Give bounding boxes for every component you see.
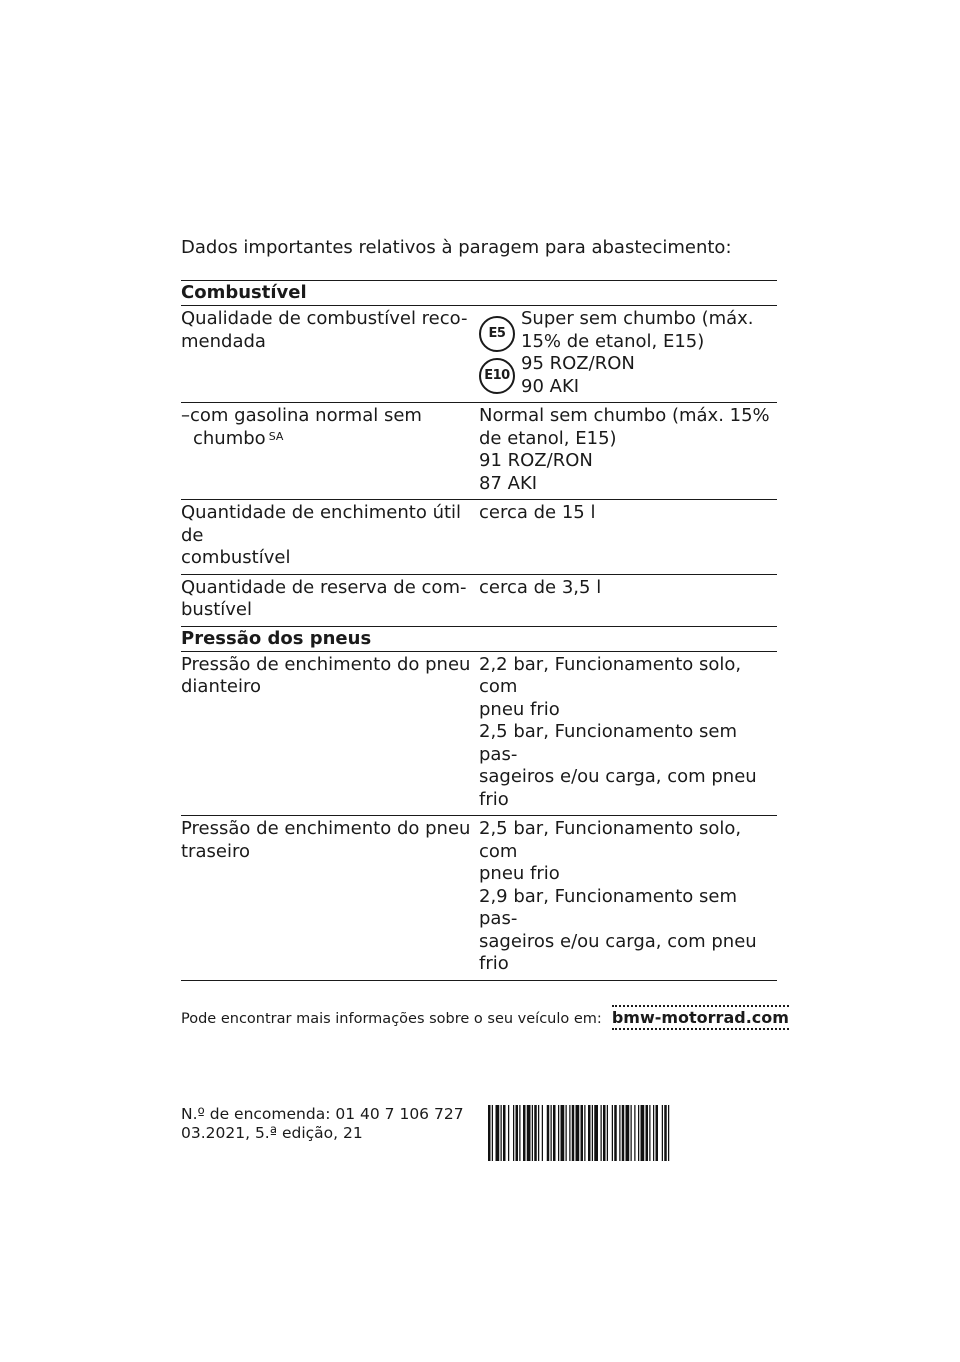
value-line: 2,9 bar, Funcionamento sem pas-: [479, 885, 737, 929]
barcode-bar: [519, 1105, 520, 1161]
row-label: [181, 405, 479, 495]
barcode-bar: [488, 1105, 491, 1161]
row-value: [479, 405, 777, 495]
label-line: mendada: [181, 330, 266, 352]
row-usable-capacity: [181, 500, 777, 575]
fuel-badges: [479, 308, 521, 396]
label-line: combustível: [181, 547, 291, 568]
barcode-bar: [538, 1105, 539, 1161]
barcode-bar: [601, 1105, 602, 1161]
sa-superscript: SA: [268, 429, 284, 443]
label-line: Quantidade de reserva de com-: [181, 576, 467, 598]
barcode-bar: [594, 1105, 598, 1161]
row-label: [181, 502, 479, 570]
label-text: chumbo: [193, 427, 266, 449]
barcode-bar: [634, 1105, 635, 1161]
e5-badge-icon: E5: [479, 316, 515, 352]
barcode-bar: [646, 1105, 649, 1161]
section-tyres-title: Pressão dos pneus: [181, 627, 777, 652]
order-number: N.º de encomenda: 01 40 7 106 727: [181, 1105, 464, 1123]
barcode-bar: [664, 1105, 667, 1161]
value-line: 15% de etanol, E15): [521, 330, 705, 352]
value-line: sageiros e/ou carga, com pneu: [479, 930, 757, 952]
row-recommended-fuel: [181, 306, 777, 403]
barcode-bar: [592, 1105, 593, 1161]
barcode-bar: [561, 1105, 565, 1161]
barcode-bar: [662, 1105, 663, 1161]
row-value: [479, 308, 777, 398]
label-line: –com gasolina normal sem: [181, 405, 422, 426]
barcode-bar: [501, 1105, 502, 1161]
intro-text: Dados importantes relativos à paragem para abastecimento:: [181, 237, 732, 258]
value-line: 90 AKI: [521, 375, 580, 397]
label-line: dianteiro: [181, 676, 262, 697]
more-info-line: [181, 1008, 789, 1029]
label-line: Pressão de enchimento do pneu: [181, 653, 471, 675]
label-line: traseiro: [181, 840, 250, 862]
row-value: [479, 818, 777, 976]
barcode-bar: [527, 1105, 531, 1161]
row-label: [181, 818, 479, 976]
barcode-bar: [588, 1105, 591, 1161]
barcode-bar: [534, 1105, 537, 1161]
barcode-bar: [638, 1105, 639, 1161]
barcode-bar: [576, 1105, 580, 1161]
label-line-indented: [181, 428, 471, 451]
barcode-bar: [566, 1105, 567, 1161]
barcode-bar: [569, 1105, 570, 1161]
barcode-bar: [607, 1105, 608, 1161]
row-normal-fuel: [181, 403, 777, 500]
value-line: 91 ROZ/RON: [479, 450, 593, 471]
website-link[interactable]: bmw-motorrad.com: [612, 1005, 789, 1030]
value-line: 87 AKI: [479, 472, 538, 494]
row-label: [181, 308, 479, 398]
label-line: Qualidade de combustível reco-: [181, 308, 468, 329]
barcode-bar: [612, 1105, 613, 1161]
order-info: [181, 1105, 481, 1143]
barcode-bar: [516, 1105, 519, 1161]
barcode-bar: [603, 1105, 606, 1161]
row-value: cerca de 15 l: [479, 502, 596, 523]
barcode-bar: [619, 1105, 620, 1161]
value-line: frio: [479, 788, 509, 810]
e10-badge-icon: E10: [479, 358, 515, 394]
value-line: frio: [479, 953, 509, 974]
spec-table: [181, 280, 777, 981]
barcode-bar: [572, 1105, 575, 1161]
barcode-bar: [513, 1105, 514, 1161]
barcode-icon: [488, 1105, 776, 1161]
value-line: pneu frio: [479, 863, 560, 884]
barcode-bar: [542, 1105, 543, 1161]
barcode-bar: [653, 1105, 654, 1161]
row-label: [181, 577, 479, 622]
row-rear-tyre: [181, 816, 777, 981]
barcode-bar: [503, 1105, 506, 1161]
value-line: 2,5 bar, Funcionamento sem pas-: [479, 721, 737, 765]
barcode-bar: [656, 1105, 659, 1161]
label-line: Pressão de enchimento do pneu: [181, 818, 471, 839]
barcode-bar: [581, 1105, 584, 1161]
barcode-bar: [668, 1105, 669, 1161]
barcode-bar: [649, 1105, 650, 1161]
barcode-bar: [523, 1105, 526, 1161]
barcode-bar: [492, 1105, 493, 1161]
value-line: 95 ROZ/RON: [521, 353, 635, 374]
barcode-bar: [626, 1105, 630, 1161]
value-line: 2,2 bar, Funcionamento solo, com: [479, 653, 742, 697]
value-line: Super sem chumbo (máx.: [521, 308, 754, 329]
value-line: 2,5 bar, Funcionamento solo, com: [479, 818, 742, 862]
barcode-bar: [496, 1105, 500, 1161]
row-value: cerca de 3,5 l: [479, 576, 602, 598]
barcode-bar: [641, 1105, 645, 1161]
barcode-bar: [547, 1105, 550, 1161]
fuel-value-text: [521, 308, 754, 398]
barcode-bar: [508, 1105, 509, 1161]
row-label: [181, 654, 479, 812]
barcode-bar: [553, 1105, 556, 1161]
barcode-bar: [631, 1105, 632, 1161]
value-line: Normal sem chumbo (máx. 15%: [479, 405, 770, 426]
barcode-bar: [622, 1105, 625, 1161]
row-reserve: [181, 575, 777, 627]
row-value: [479, 654, 777, 812]
value-line: sageiros e/ou carga, com pneu: [479, 766, 757, 787]
value-line: de etanol, E15): [479, 427, 617, 449]
edition-info: 03.2021, 5.ª edição, 21: [181, 1124, 363, 1142]
label-line: Quantidade de enchimento útil de: [181, 502, 462, 546]
more-info-text: Pode encontrar mais informações sobre o seu veículo em:: [181, 1011, 602, 1027]
barcode-bar: [551, 1105, 552, 1161]
barcode-bar: [532, 1105, 533, 1161]
barcode-bar: [614, 1105, 617, 1161]
value-line: pneu frio: [479, 698, 560, 720]
section-fuel-title: Combustível: [181, 281, 777, 306]
row-front-tyre: [181, 652, 777, 817]
barcode-bar: [584, 1105, 585, 1161]
barcode-bar: [558, 1105, 559, 1161]
label-line: bustível: [181, 599, 252, 620]
